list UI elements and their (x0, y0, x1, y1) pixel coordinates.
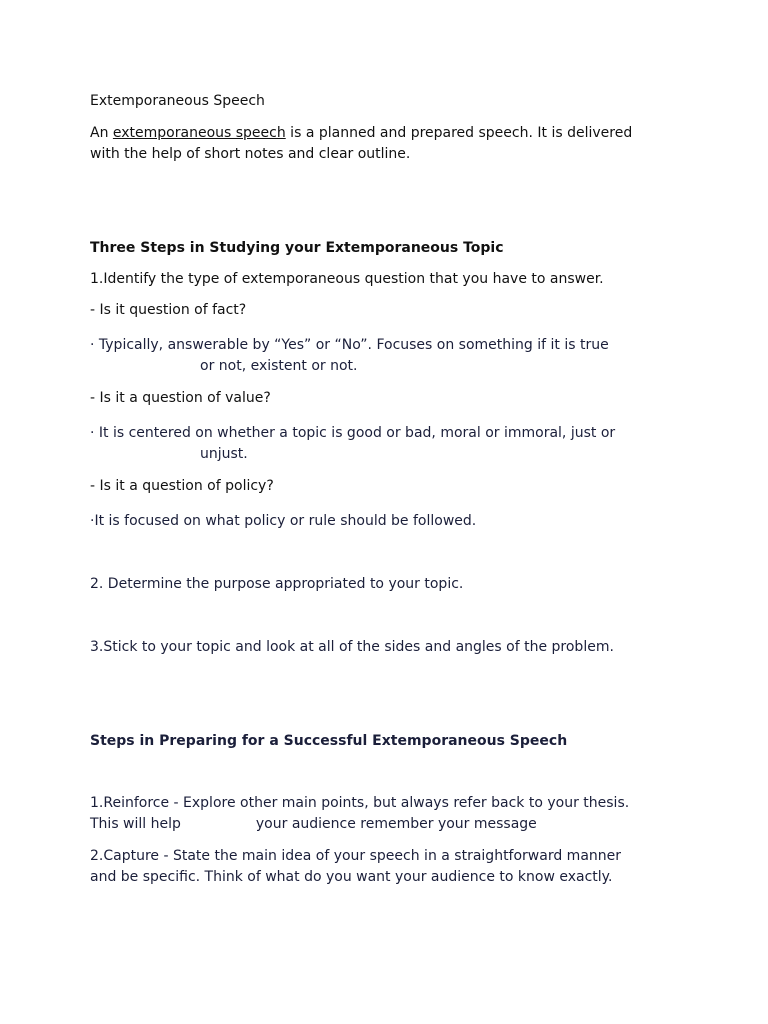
intro-suffix: is a planned and prepared speech. It is delivered (285, 125, 633, 141)
question-value: - Is it a question of value? (90, 390, 271, 406)
section-1-step-1: 1.Identify the type of extemporaneous question that you have to answer. (90, 271, 604, 287)
document-title: Extemporaneous Speech (90, 93, 265, 109)
section-1-step-3: 3.Stick to your topic and look at all of the sides and angles of the problem. (90, 639, 614, 655)
intro-paragraph-line-2: with the help of short notes and clear outline. (90, 146, 411, 162)
question-policy: - Is it a question of policy? (90, 478, 274, 494)
intro-prefix: An (90, 125, 113, 141)
section-1-heading: Three Steps in Studying your Extemporaneous Topic (90, 240, 504, 256)
section-2-heading: Steps in Preparing for a Successful Extemporaneous Speech (90, 733, 568, 749)
intro-term-link[interactable]: extemporaneous speech (112, 125, 286, 141)
section-1-step-2: 2. Determine the purpose appropriated to your topic. (90, 576, 464, 592)
question-fact: - Is it question of fact? (90, 302, 247, 318)
section-2-step-1-line-1: 1.Reinforce - Explore other main points, but always refer back to your thesis. (90, 795, 630, 811)
section-2-step-2-line-1: 2.Capture - State the main idea of your speech in a straightforward manner (90, 848, 622, 864)
value-description-line-1: · It is centered on whether a topic is good or bad, moral or immoral, just or (90, 425, 616, 441)
section-2-step-1-line-2b: your audience remember your message (255, 816, 537, 832)
section-2-step-2-line-2: and be specific. Think of what do you want your audience to know exactly. (90, 869, 613, 885)
intro-paragraph-line-1 (90, 123, 690, 144)
value-description-line-2: unjust. (200, 446, 248, 462)
section-2-step-1-line-2a: This will help (90, 816, 181, 832)
fact-description-line-1: · Typically, answerable by “Yes” or “No”. Focuses on something if it is true (90, 337, 609, 353)
policy-description: ·It is focused on what policy or rule should be followed. (90, 513, 477, 529)
fact-description-line-2: or not, existent or not. (200, 358, 358, 374)
section-2-step-1-line-2 (90, 814, 690, 835)
